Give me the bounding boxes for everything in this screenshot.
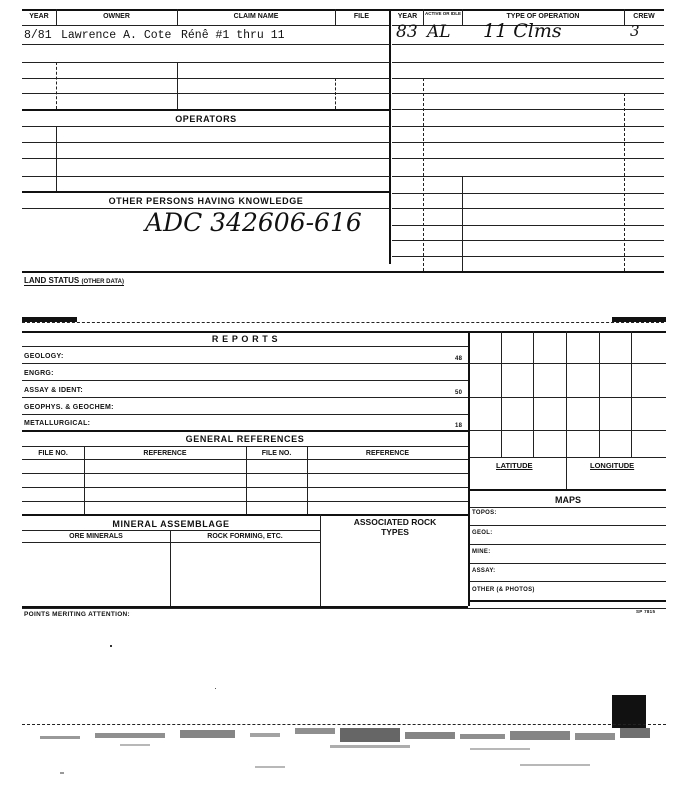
maps-item: GEOL: [472,530,493,536]
reports-title: R E P O R T S [211,334,279,344]
header-file: FILE [353,13,370,20]
latitude-label: LATITUDE [496,461,533,470]
header-type-of-operation: TYPE OF OPERATION [506,13,580,20]
land-status-title: LAND STATUS [24,276,80,285]
entry-hand-type: 11 Clms [483,20,562,42]
ref-reference2: REFERENCE [365,450,410,457]
ore-minerals-label: ORE MINERALS [69,533,123,540]
report-num: 50 [455,390,463,396]
maps-item: ASSAY: [472,568,496,574]
header-year2: YEAR [397,13,418,20]
maps-item: MINE: [472,549,491,555]
ref-file-no: FILE NO. [38,450,68,457]
associated-rock-types-title: ASSOCIATED ROCK TYPES [353,517,437,537]
report-label: GEOPHYS. & GEOCHEM: [24,404,114,411]
maps-item: TOPOS: [472,510,497,516]
maps-item: OTHER (& PHOTOS) [472,587,535,593]
header-claim-name: CLAIM NAME [233,13,279,20]
report-label: ASSAY & IDENT: [24,387,84,394]
header-crew: CREW [633,13,655,20]
form-number: SP 7815 [636,609,656,614]
entry-hand-active: AL [427,22,451,42]
land-status-subtitle: (OTHER DATA) [81,279,124,285]
maps-title: MAPS [554,495,581,505]
report-label: GEOLOGY: [24,353,64,360]
report-num: 18 [455,423,463,429]
entry-claim-name: Rénê #1 thru 11 [181,29,285,42]
header-owner: OWNER [103,13,130,20]
general-references-title: GENERAL REFERENCES [185,434,305,444]
other-persons-handwriting: ADC 342606-616 [145,208,362,237]
header-active-or-idle: ACTIVE OR IDLE [424,11,461,16]
entry-year: 8/81 [24,29,52,42]
operators-title: OPERATORS [175,114,237,124]
report-label: ENGRG: [24,370,54,377]
entry-hand-year: 83 [396,22,418,42]
header-year: YEAR [29,13,49,20]
entry-hand-crew: 3 [630,22,640,40]
report-num: 48 [455,356,463,362]
longitude-label: LONGITUDE [590,461,635,470]
rock-forming-label: ROCK FORMING, ETC. [207,533,283,540]
ref-reference: REFERENCE [143,450,187,457]
entry-owner: Lawrence A. Cote [61,29,172,42]
ref-file-no2: FILE NO. [261,450,292,457]
other-persons-title: OTHER PERSONS HAVING KNOWLEDGE [108,196,304,206]
mineral-assemblage-title: MINERAL ASSEMBLAGE [112,519,230,529]
report-label: METALLURGICAL: [24,420,91,427]
points-meriting-title: POINTS MERITING ATTENTION: [24,611,131,618]
